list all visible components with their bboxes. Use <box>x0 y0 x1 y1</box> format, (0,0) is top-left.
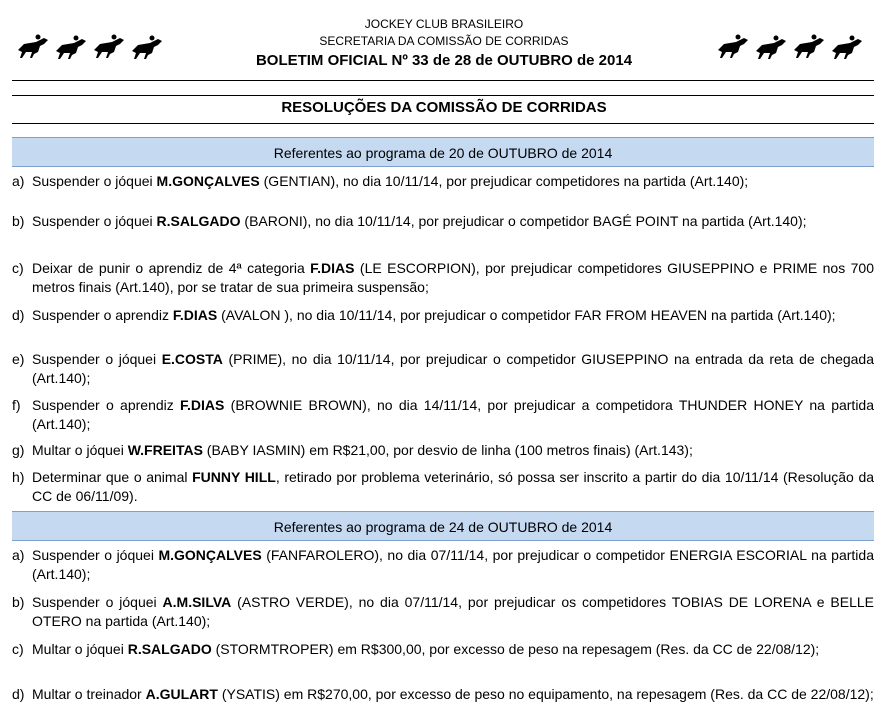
item-text-lead: Suspender o aprendiz <box>32 397 181 413</box>
item-subject-name: A.GULART <box>145 686 218 702</box>
document-header <box>0 0 888 80</box>
item-label: b) <box>12 213 25 229</box>
item-subject-name: F.DIAS <box>180 397 225 413</box>
item-text-detail: (AVALON ), no dia 10/11/14, por prejudicar o competidor FAR FROM HEAVEN na partida (Art.140); <box>217 307 836 323</box>
item-text <box>32 468 874 506</box>
item-label: h) <box>12 469 25 485</box>
item-subject-name: E.COSTA <box>161 351 223 367</box>
item-subject-name: M.GONÇALVES <box>156 173 260 189</box>
item-text-lead: Deixar de punir o aprendiz de 4ª categoria <box>32 260 311 276</box>
item-text-lead: Multar o jóquei <box>32 641 128 657</box>
organization-name: JOCKEY CLUB BRASILEIRO <box>364 17 524 31</box>
item-text-detail: , retirado por problema veterinário, só possa ser inscrito a partir do dia 10/11/14 (Resolução da CC de 06/11/09). <box>32 469 875 504</box>
item-text-lead: Multar o jóquei <box>32 442 128 458</box>
item-subject-name: M.GONÇALVES <box>158 547 262 563</box>
item-subject-name: R.SALGADO <box>156 213 241 229</box>
item-label: e) <box>12 351 25 367</box>
item-label: a) <box>12 173 25 189</box>
program-heading: Referentes ao programa de 20 de OUTUBRO de 2014 <box>12 137 874 167</box>
item-text <box>32 546 874 584</box>
item-text-lead: Suspender o aprendiz <box>32 307 173 323</box>
program-heading: Referentes ao programa de 24 de OUTUBRO de 2014 <box>12 511 874 541</box>
item-text-detail: (BARONI), no dia 10/11/14, por prejudicar o competidor BAGÉ POINT na partida (Art.140); <box>240 213 807 229</box>
item-text-detail: (ASTRO VERDE), no dia 07/11/14, por prejudicar os competidores TOBIAS DE LORENA e BELLE OTERO na partida (Art.140); <box>32 594 874 629</box>
item-subject-name: A.M.SILVA <box>162 594 232 610</box>
item-label: d) <box>12 307 25 323</box>
item-text <box>32 350 874 388</box>
item-subject-name: F.DIAS <box>172 307 218 323</box>
item-text-detail: (STORMTROPER) em R$300,00, por excesso de peso na repesagem (Res. da CC de 22/08/12); <box>211 641 820 657</box>
header-divider <box>12 80 874 81</box>
divider <box>12 123 874 124</box>
item-subject-name: R.SALGADO <box>127 641 212 657</box>
item-text-lead: Suspender o jóquei <box>32 351 162 367</box>
item-text <box>32 441 874 460</box>
item-subject-name: FUNNY HILL <box>192 469 276 485</box>
item-text-detail: (PRIME), no dia 10/11/14, por prejudicar o competidor GIUSEPPINO na entrada da reta de chegada (Art.140); <box>32 351 875 386</box>
item-text-lead: Determinar que o animal <box>32 469 193 485</box>
item-text <box>32 212 874 231</box>
item-text <box>32 259 874 297</box>
item-text <box>32 172 874 191</box>
item-subject-name: W.FREITAS <box>127 442 203 458</box>
item-text <box>32 306 874 325</box>
bulletin-title: BOLETIM OFICIAL Nº 33 de 28 de OUTUBRO de 2014 <box>255 52 633 69</box>
item-text-detail: (BROWNIE BROWN), no dia 14/11/14, por prejudicar a competidora THUNDER HONEY na partida (Art.140); <box>32 397 875 432</box>
item-label: b) <box>12 594 25 610</box>
item-text-lead: Suspender o jóquei <box>32 594 163 610</box>
item-label: a) <box>12 547 25 563</box>
item-text-detail: (LE ESCORPION), por prejudicar competidores GIUSEPPINO e PRIME nos 700 metros finais (Art.140), por se tratar de sua primeira suspensão; <box>32 260 874 295</box>
item-text <box>32 396 874 434</box>
item-text-detail: (FANFAROLERO), no dia 07/11/14, por prejudicar o competidor ENERGIA ESCORIAL na partida (Art.140); <box>32 547 874 582</box>
section-title: RESOLUÇÕES DA COMISSÃO DE CORRIDAS <box>281 99 607 116</box>
department-name: SECRETARIA DA COMISSÃO DE CORRIDAS <box>319 34 569 48</box>
divider <box>12 95 874 96</box>
item-text <box>32 640 874 659</box>
item-text-lead: Suspender o jóquei <box>32 173 157 189</box>
item-text-lead: Suspender o jóquei <box>32 213 157 229</box>
item-text-detail: (BABY IASMIN) em R$21,00, por desvio de linha (100 metros finais) (Art.143); <box>202 442 693 458</box>
item-label: g) <box>12 442 25 458</box>
item-text-lead: Suspender o jóquei <box>32 547 159 563</box>
item-subject-name: F.DIAS <box>310 260 355 276</box>
item-label: c) <box>12 641 24 657</box>
item-text-lead: Multar o treinador <box>32 686 146 702</box>
item-text-detail: (GENTIAN), no dia 10/11/14, por prejudicar competidores na partida (Art.140); <box>259 173 749 189</box>
item-label: f) <box>12 397 21 413</box>
item-text <box>32 593 874 631</box>
item-text-detail: (YSATIS) em R$270,00, por excesso de peso no equipamento, na repesagem (Res. da CC de 22/08/12); <box>217 686 874 702</box>
item-label: c) <box>12 260 24 276</box>
item-label: d) <box>12 686 25 702</box>
item-text <box>32 685 874 704</box>
